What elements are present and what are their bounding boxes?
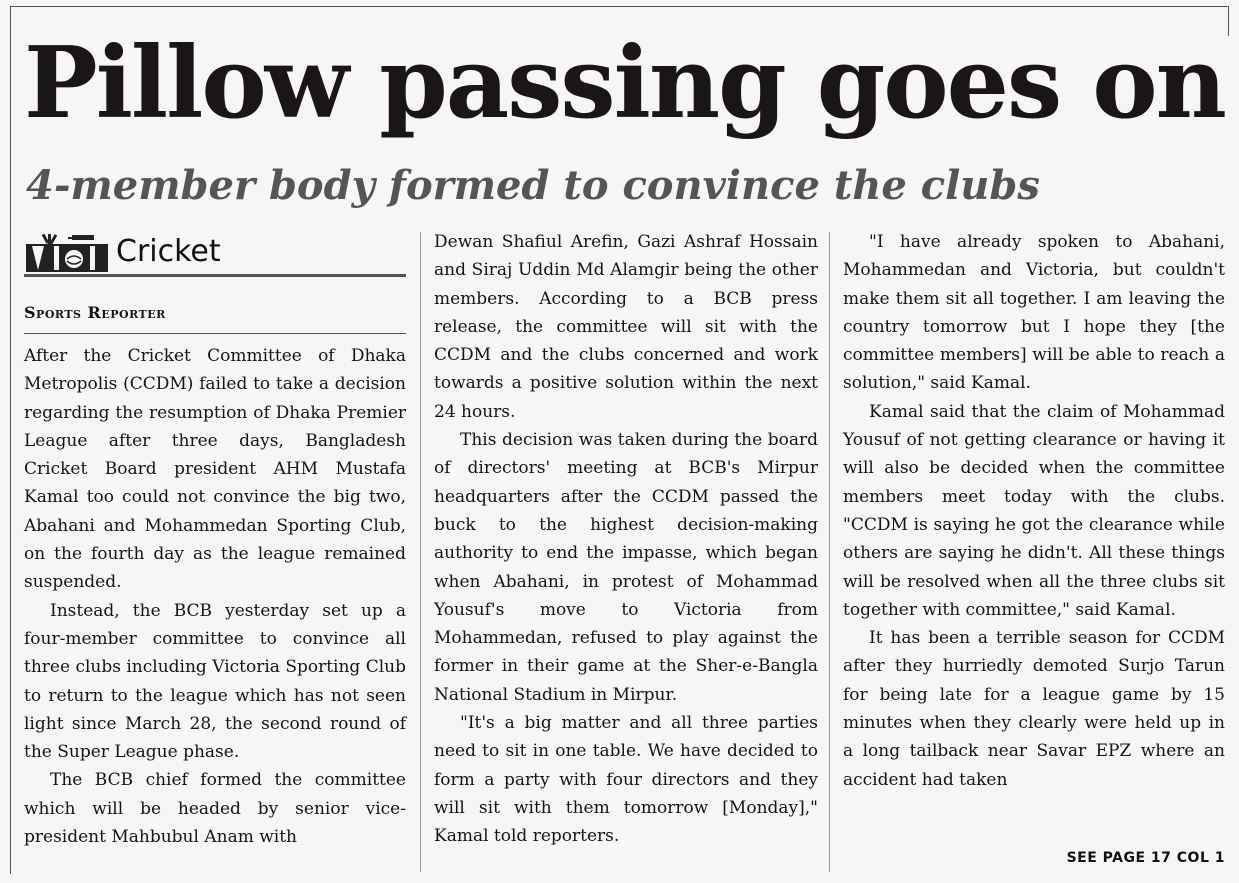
paragraph: This decision was taken during the board of directors' meeting at BCB's Mirpur headquarters after the CCDM passed the buck to the highest decision-making authority to end the impasse, which began when Abahani, in protest of Mohammad Yousuf's move to Victoria from Mohammedan, refused to play against the former in their game at the Sher-e-Bangla National Stadium in Mirpur. xyxy=(434,430,818,705)
article-column-3 xyxy=(843,228,1225,794)
article-column-2 xyxy=(434,228,818,851)
paragraph: After the Cricket Committee of Dhaka Metropolis (CCDM) failed to take a decision regarding the resumption of Dhaka Premier League after three days, Bangladesh Cricket Board president AHM Mustafa Kamal too could not convince the big two, Abahani and Mohammedan Sporting Club, on the fourth day as the league remained suspended. xyxy=(24,346,406,593)
section-rule xyxy=(24,274,406,277)
page-frame-top xyxy=(10,6,1228,7)
subheadline: 4-member body formed to convince the clubs xyxy=(26,162,1040,209)
paragraph: Instead, the BCB yesterday set up a four-member committee to convince all three clubs including Victoria Sporting Club to return to the league which has not seen light since March 28, the second round of the Super League phase. xyxy=(24,600,406,763)
byline-rule xyxy=(24,333,406,334)
paragraph: The BCB chief formed the committee which will be headed by senior vice-president Mahbubul Anam with xyxy=(24,770,406,848)
page-frame-left xyxy=(10,6,11,874)
paragraph: "I have already spoken to Abahani, Mohammedan and Victoria, but couldn't make them sit all together. I am leaving the country tomorrow but I hope they [the committee members] will be able to reach a solution," said Kamal. xyxy=(843,232,1225,394)
column-divider xyxy=(829,232,830,872)
cricket-logo-icon xyxy=(24,232,110,272)
page-frame-right xyxy=(1228,6,1229,36)
article-column-1 xyxy=(24,342,406,851)
paragraph: It has been a terrible season for CCDM after they hurriedly demoted Surjo Tarun for being late for a league game by 15 minutes when they clearly were held up in a long tailback near Savar EPZ where an accident had taken xyxy=(843,628,1225,790)
column-divider xyxy=(420,232,421,872)
paragraph: Kamal said that the claim of Mohammad Yousuf of not getting clearance or having it will also be decided when the committee members meet today with the clubs. "CCDM is saying he got the clearance while others are saying he didn't. All these things will be resolved when all the three clubs sit together with committee," said Kamal. xyxy=(843,401,1225,620)
paragraph: Dewan Shafiul Arefin, Gazi Ashraf Hossain and Siraj Uddin Md Alamgir being the other members. According to a BCB press release, the committee will sit with the CCDM and the clubs concerned and work towards a positive solution within the next 24 hours. xyxy=(434,232,818,422)
continuation-note[interactable]: SEE PAGE 17 COL 1 xyxy=(1066,850,1225,866)
byline: Sports Reporter xyxy=(24,303,166,322)
paragraph: "It's a big matter and all three parties need to sit in one table. We have decided to form a party with four directors and they will sit with them tomorrow [Monday]," Kamal told reporters. xyxy=(434,713,818,847)
section-label: Cricket xyxy=(116,234,221,269)
section-tag xyxy=(24,228,406,278)
headline: Pillow passing goes on xyxy=(24,26,1225,141)
